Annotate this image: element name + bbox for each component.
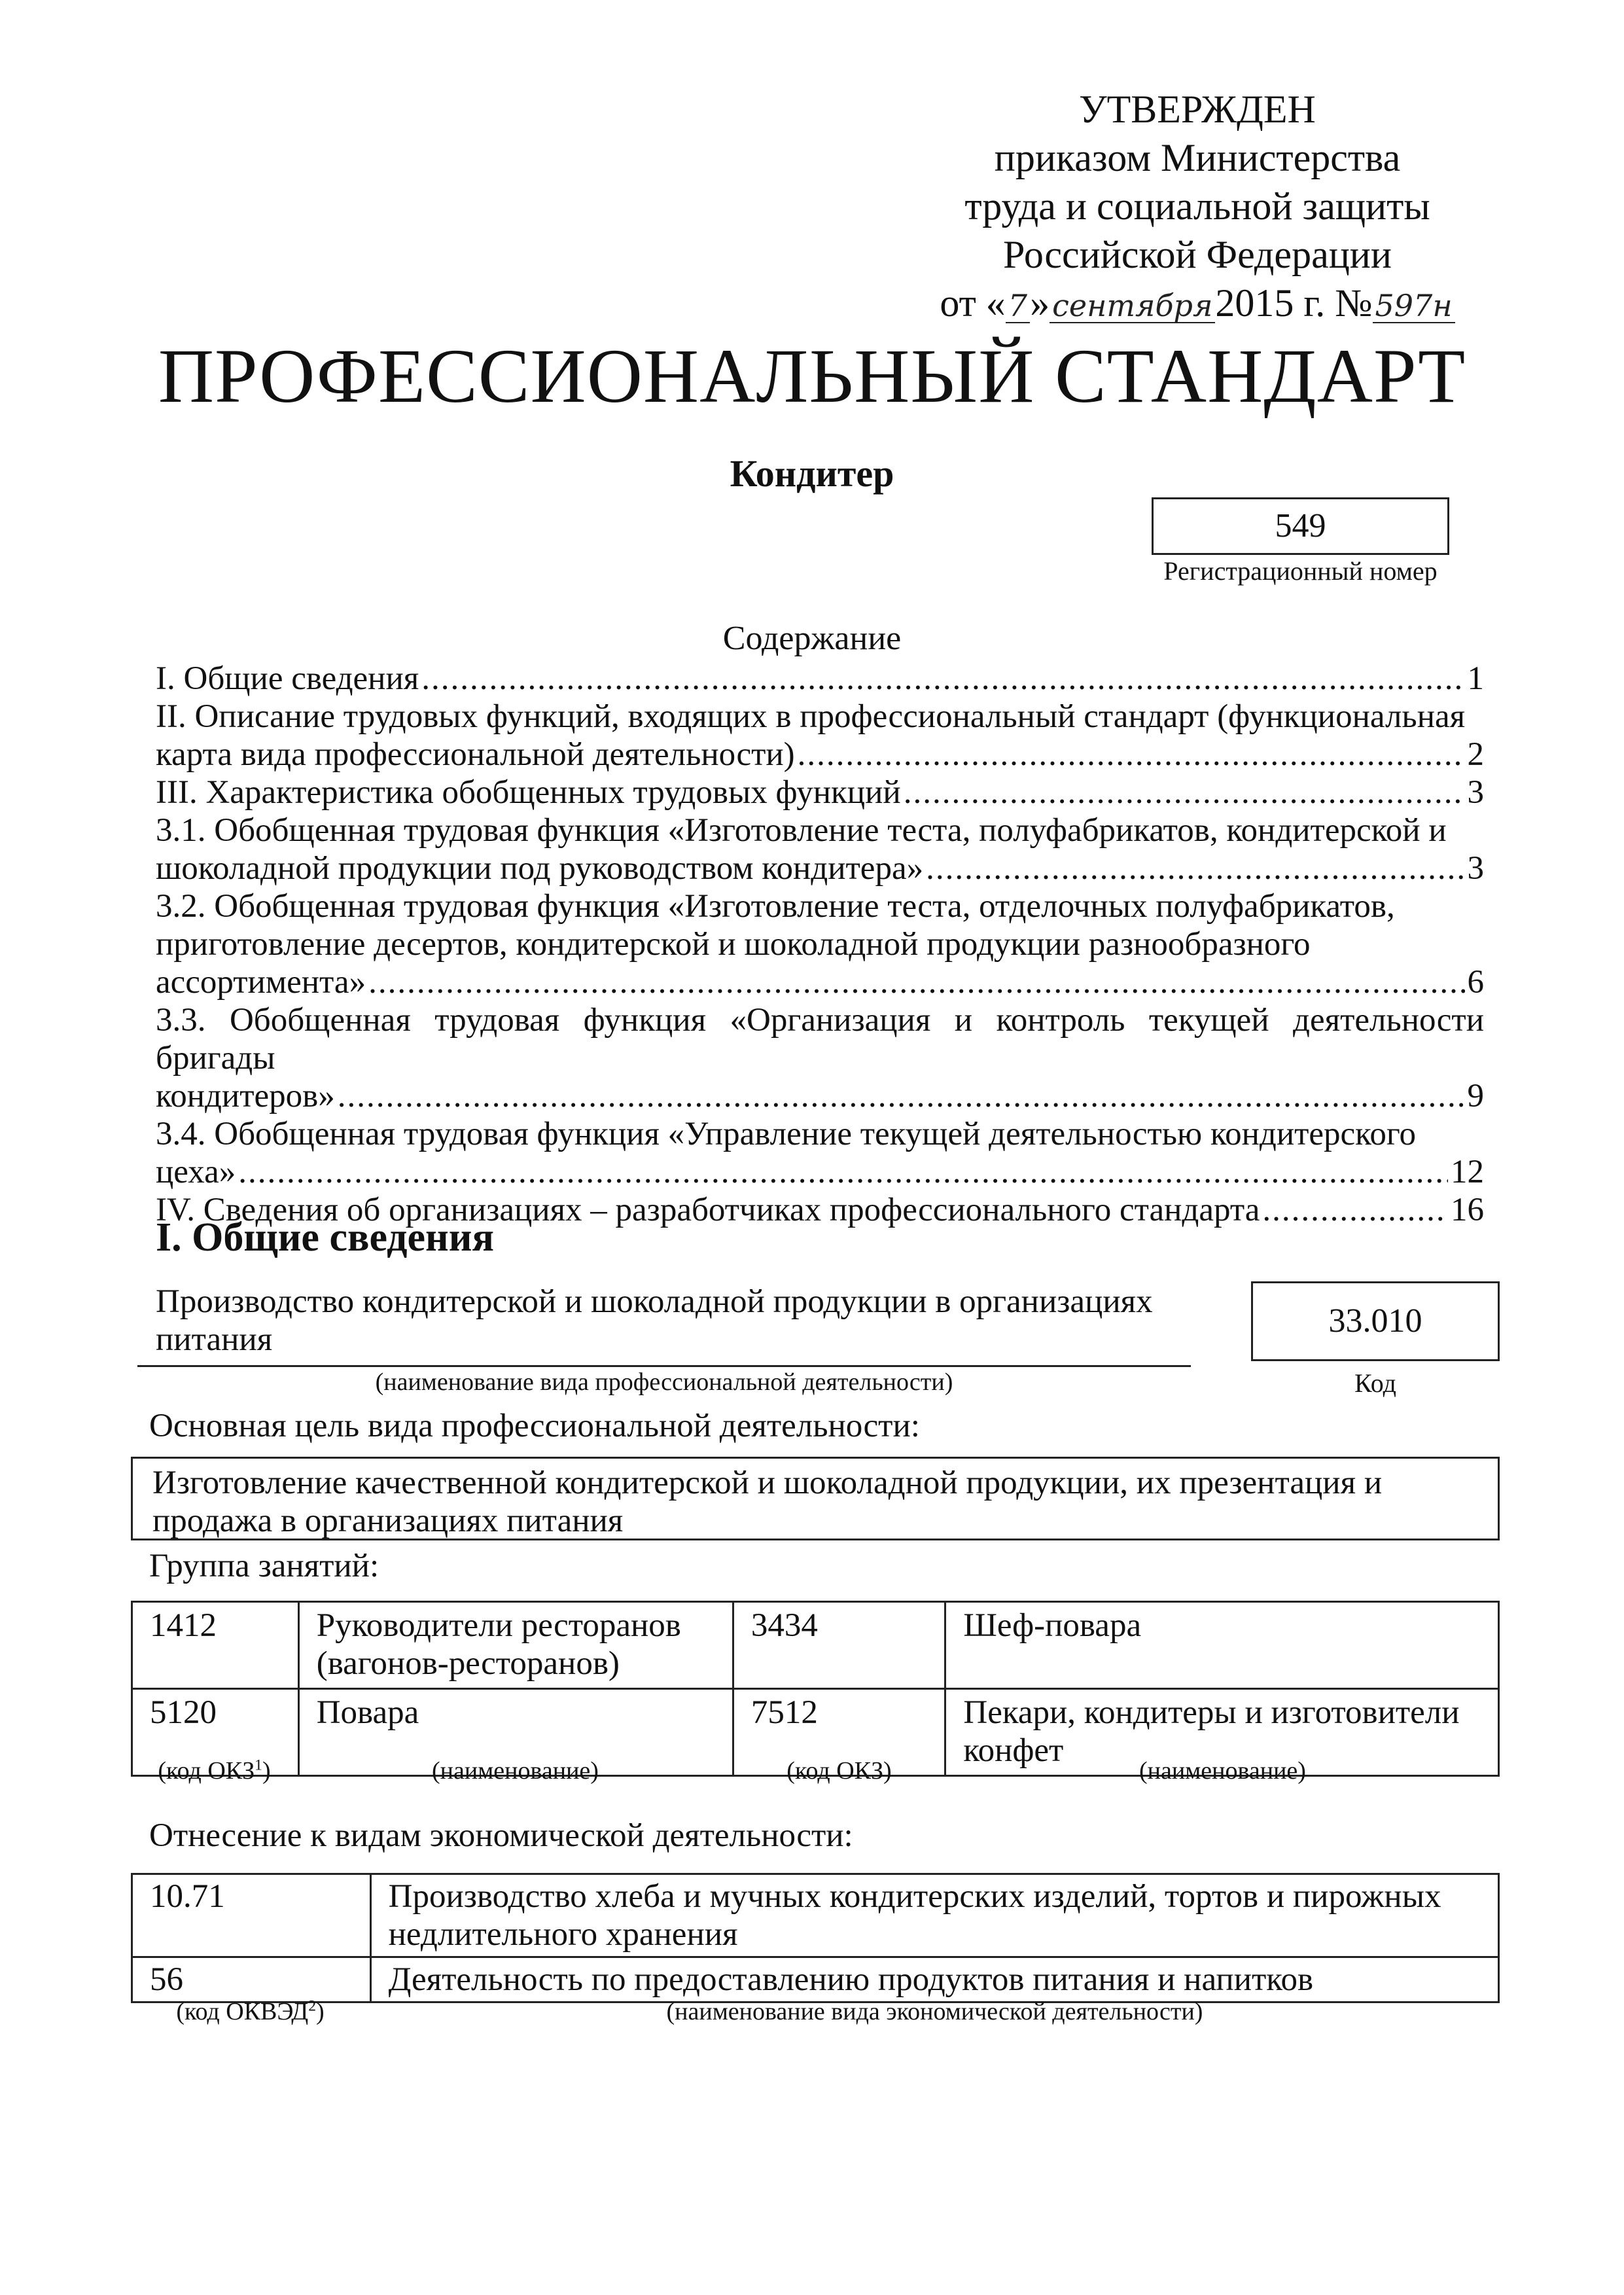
toc-entry-text: ассортимента» (156, 964, 366, 1001)
activity-code-box: 33.010 (1251, 1281, 1500, 1361)
toc-entry-page: 16 (1451, 1192, 1484, 1228)
toc-entry-text: IV. Сведения об организациях – разработчиках профессионального стандарта (156, 1192, 1260, 1228)
order-mid: » (1030, 281, 1050, 325)
approval-block (883, 85, 1511, 327)
order-number-handwritten: 597н (1373, 289, 1455, 323)
toc-entry[interactable] (156, 736, 1484, 774)
toc-entry-text: I. Общие сведения (156, 660, 419, 697)
order-year: 2015 г. № (1215, 281, 1373, 325)
okz-code-cell: 1412 (132, 1602, 299, 1689)
approval-line-ministry: приказом Министерства (994, 136, 1401, 179)
section-heading: I. Общие сведения (156, 1215, 495, 1260)
oked-name-caption: (наименование вида экономической деятельности) (666, 1998, 1203, 2025)
order-day-handwritten: 7 (1006, 289, 1030, 323)
order-month-handwritten: сентября (1050, 289, 1215, 323)
toc-entry[interactable] (156, 1077, 1484, 1115)
toc-entry-text: шоколадной продукции под руководством кондитера» (156, 850, 924, 887)
approval-order-line (883, 279, 1511, 327)
order-prefix: от « (940, 281, 1006, 325)
okz-name-caption-2: (наименование) (1139, 1757, 1306, 1785)
toc-entry-page: 1 (1467, 660, 1484, 697)
toc-entry[interactable] (156, 660, 1484, 698)
toc-entry[interactable] (156, 1153, 1484, 1191)
okz-name-cell: Повара (298, 1689, 733, 1776)
table-row (132, 1602, 1499, 1689)
oked-name-cell: Производство хлеба и мучных кондитерских изделий, тортов и пирожных недлительного хранения (370, 1874, 1498, 1957)
okz-name-caption: (наименование) (432, 1757, 599, 1785)
toc-entry-lead: 3.2. Обобщенная трудовая функция «Изготовление теста, отделочных полуфабрикатов, (156, 888, 1395, 925)
economic-activity-table (131, 1873, 1500, 2003)
occupation-group-table (131, 1601, 1500, 1777)
goal-text: Изготовление качественной кондитерской и шоколадной продукции, их презентация и продажа в организациях питания (131, 1457, 1500, 1540)
activity-kind-underline (137, 1365, 1191, 1367)
registration-number-box: 549 (1152, 497, 1449, 555)
toc-entry-text: карта вида профессиональной деятельности) (156, 736, 795, 773)
table-of-contents (156, 660, 1484, 1229)
activity-kind-name: Производство кондитерской и шоколадной продукции в организациях питания (156, 1283, 1153, 1358)
table-row (132, 1874, 1499, 1957)
oked-code-cell: 10.71 (132, 1874, 371, 1957)
toc-entry[interactable] (156, 774, 1484, 811)
profession-name: Кондитер (730, 452, 894, 495)
toc-entry-text: цеха» (156, 1154, 236, 1190)
toc-entry-page: 2 (1467, 736, 1484, 773)
toc-entry-page: 3 (1467, 850, 1484, 887)
registration-number-caption: Регистрационный номер (1163, 556, 1438, 586)
toc-entry-lead: II. Описание трудовых функций, входящих в профессиональный стандарт (функциональная (156, 698, 1466, 735)
approval-heading: УТВЕРЖДЕН (1079, 88, 1316, 131)
toc-title: Содержание (722, 620, 902, 657)
table-row (132, 1957, 1499, 2002)
okz-code-caption: (код ОКЗ$^1$) (158, 1756, 271, 1785)
toc-entry-page: 6 (1467, 964, 1484, 1001)
toc-entry-lead: приготовление десертов, кондитерской и шоколадной продукции разнообразного (156, 926, 1311, 963)
economic-activity-label: Отнесение к видам экономической деятельности: (149, 1817, 853, 1854)
approval-line-federation: Российской Федерации (1002, 233, 1392, 276)
occupation-group-label: Группа занятий: (149, 1548, 380, 1584)
toc-entry-page: 12 (1451, 1154, 1484, 1190)
oked-code-cell: 56 (132, 1957, 371, 2002)
toc-entry-text: кондитеров» (156, 1078, 335, 1114)
toc-entry-lead: 3.3. Обобщенная трудовая функция «Организация и контроль текущей деятельности бригады (156, 1002, 1484, 1076)
toc-entry[interactable] (156, 963, 1484, 1001)
toc-entry-lead: 3.1. Обобщенная трудовая функция «Изготовление теста, полуфабрикатов, кондитерской и (156, 812, 1447, 849)
oked-name-cell: Деятельность по предоставлению продуктов питания и напитков (370, 1957, 1498, 2002)
toc-entry-page: 3 (1467, 774, 1484, 811)
okz-name-cell: Руководители ресторанов (вагонов-ресторанов) (298, 1602, 733, 1689)
okz-name-cell: Пекари, кондитеры и изготовители конфет (945, 1689, 1499, 1776)
toc-entry-lead: 3.4. Обобщенная трудовая функция «Управление текущей деятельностью кондитерского (156, 1116, 1417, 1152)
okz-code-cell: 5120 (132, 1689, 299, 1776)
okz-code-cell: 3434 (733, 1602, 945, 1689)
activity-code-caption: Код (1354, 1368, 1396, 1398)
document-title: ПРОФЕССИОНАЛЬНЫЙ СТАНДАРТ (158, 333, 1466, 419)
toc-entry-text: III. Характеристика обобщенных трудовых функций (156, 774, 901, 811)
approval-line-labor: труда и социальной защиты (964, 185, 1430, 228)
okz-code-cell: 7512 (733, 1689, 945, 1776)
toc-entry[interactable] (156, 849, 1484, 887)
toc-entry-page: 9 (1467, 1078, 1484, 1114)
goal-label: Основная цель вида профессиональной деятельности: (149, 1408, 920, 1444)
activity-kind-caption: (наименование вида профессиональной деятельности) (375, 1368, 953, 1396)
okz-name-cell: Шеф-повара (945, 1602, 1499, 1689)
okz-code-caption-2: (код ОКЗ) (786, 1757, 892, 1785)
oked-code-caption: (код ОКВЭД$^2$) (176, 1997, 325, 2025)
